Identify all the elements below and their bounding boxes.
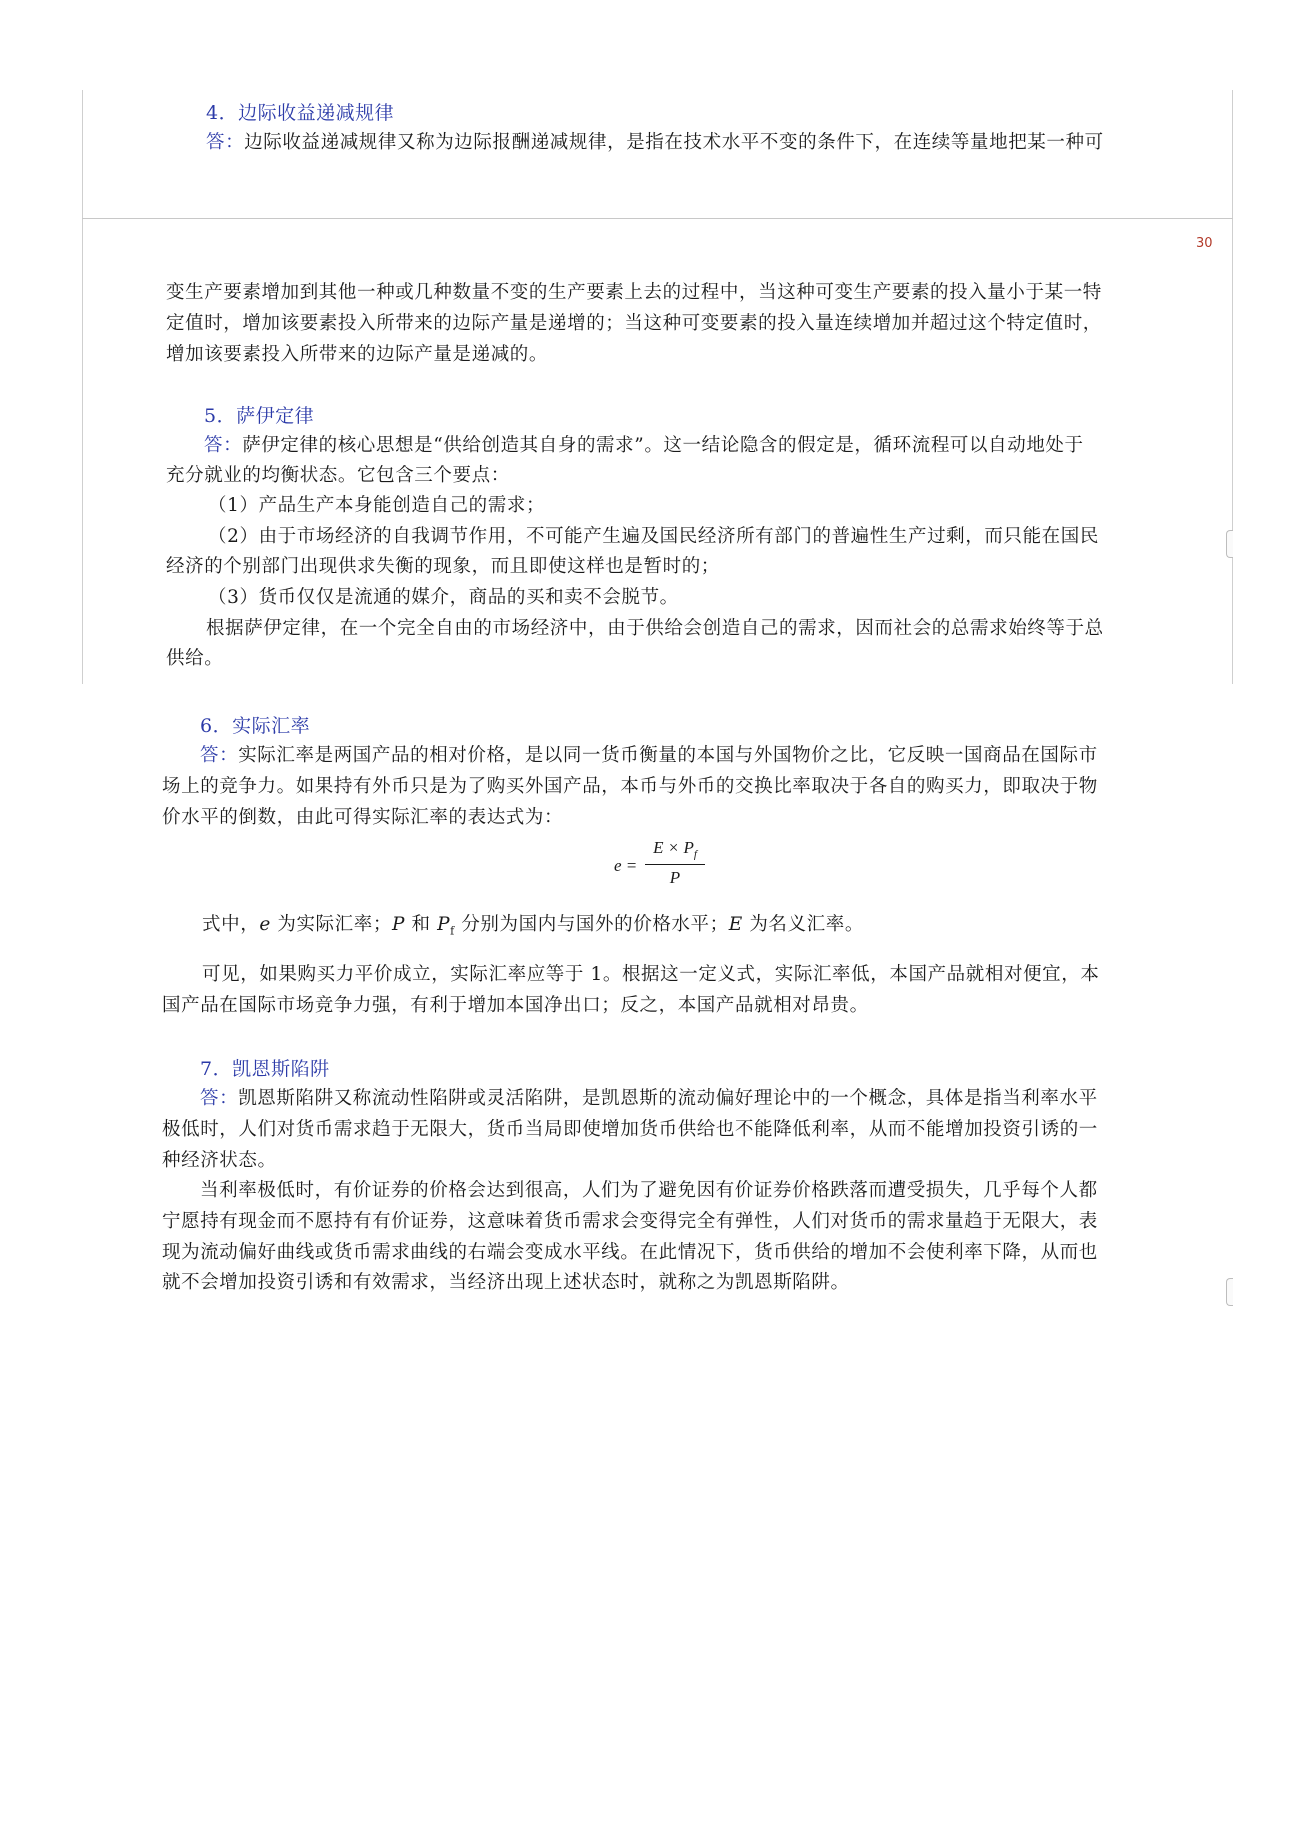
section-4-line-3: 定值时，增加该要素投入所带来的边际产量是递增的；当这种可变要素的投入量连续增加并超过这个特定值时， <box>166 313 1102 334</box>
section-5-line-7: 根据萨伊定律，在一个完全自由的市场经济中，由于供给会创造自己的需求，因而社会的总需求始终等于总 <box>206 618 1104 639</box>
section-5-line-3: （1）产品生产本身能创造自己的需求； <box>208 495 546 516</box>
section-5-line-4: （2）由于市场经济的自我调节作用，不可能产生遍及国民经济所有部门的普遍性生产过剩，而只能在国民 <box>208 526 1099 547</box>
page-right-border-top <box>1232 90 1233 218</box>
page-right-border <box>1232 219 1233 684</box>
section-6-line-1: 答：实际汇率是两国产品的相对价格，是以同一货币衡量的本国与外国物价之比，它反映一国商品在国际市 <box>200 745 1098 766</box>
section-6-line-2: 场上的竞争力。如果持有外币只是为了购买外国产品，本币与外币的交换比率取决于各自的购买力，即取决于物 <box>162 776 1098 797</box>
section-7-line-1: 答：凯恩斯陷阱又称流动性陷阱或灵活陷阱，是凯恩斯的流动偏好理论中的一个概念，具体是指当利率水平 <box>200 1088 1098 1109</box>
page-left-border <box>82 219 83 684</box>
section-4-title: 4．边际收益递减规律 <box>206 102 395 124</box>
section-7-line-6: 现为流动偏好曲线或货币需求曲线的右端会变成水平线。在此情况下，货币供给的增加不会使利率下降，从而也 <box>162 1242 1098 1263</box>
section-5-line-1: 答：萨伊定律的核心思想是“供给创造其自身的需求”。这一结论隐含的假定是，循环流程可以自动地处于 <box>204 435 1084 456</box>
section-5-title: 5．萨伊定律 <box>204 405 315 427</box>
formula-fraction-bar <box>645 864 705 865</box>
answer-label: 答： <box>206 132 245 153</box>
scroll-handle-lower[interactable] <box>1226 1278 1233 1306</box>
answer-label: 答： <box>200 745 239 766</box>
answer-label: 答： <box>200 1088 239 1109</box>
section-6-title: 6．实际汇率 <box>200 715 311 737</box>
page-left-border-top <box>82 90 83 218</box>
section-6-line-3: 价水平的倒数，由此可得实际汇率的表达式为： <box>162 807 564 828</box>
section-4-line-2: 变生产要素增加到其他一种或几种数量不变的生产要素上去的过程中，当这种可变生产要素的投入量小于某一特 <box>166 282 1102 303</box>
formula-lhs: e = <box>614 856 638 875</box>
section-7-title: 7．凯恩斯陷阱 <box>200 1058 330 1080</box>
section-4-line-1: 答：边际收益递减规律又称为边际报酬递减规律，是指在技术水平不变的条件下，在连续等量地把某一种可 <box>206 132 1104 153</box>
section-5-line-6: （3）货币仅仅是流通的媒介，商品的买和卖不会脱节。 <box>208 587 679 608</box>
section-7-line-5: 宁愿持有现金而不愿持有有价证券，这意味着货币需求会变得完全有弹性，人们对货币的需求量趋于无限大，表 <box>162 1211 1098 1232</box>
section-5-line-2: 充分就业的均衡状态。它包含三个要点： <box>166 465 510 486</box>
formula-denominator: P <box>669 868 681 887</box>
section-5-line-5: 经济的个别部门出现供求失衡的现象，而且即使这样也是暂时的； <box>166 556 720 577</box>
section-7-line-3: 种经济状态。 <box>162 1150 277 1171</box>
formula-where-clause: 式中，e 为实际汇率；P 和 $P_f$ 分别为国内与国外的价格水平；E 为名义汇率。 <box>202 914 864 938</box>
section-7-line-7: 就不会增加投资引诱和有效需求，当经济出现上述状态时，就称之为凯恩斯陷阱。 <box>162 1272 850 1293</box>
section-7-line-2: 极低时，人们对货币需求趋于无限大，货币当局即使增加货币供给也不能降低利率，从而不能增加投资引诱的一 <box>162 1119 1098 1140</box>
answer-label: 答： <box>204 435 243 456</box>
page-break-divider <box>82 218 1233 219</box>
section-5-line-8: 供给。 <box>166 648 224 669</box>
formula-numerator: $E \times P_f$ <box>653 838 697 861</box>
page-number: 30 <box>1196 236 1213 251</box>
section-7-line-4: 当利率极低时，有价证券的价格会达到很高，人们为了避免因有价证券价格跌落而遭受损失，几乎每个人都 <box>200 1180 1098 1201</box>
scroll-handle-upper[interactable] <box>1226 530 1233 558</box>
section-6-conclusion-2: 国产品在国际市场竞争力强，有利于增加本国净出口；反之，本国产品就相对昂贵。 <box>162 995 869 1016</box>
section-6-conclusion-1: 可见，如果购买力平价成立，实际汇率应等于 1。根据这一定义式，实际汇率低，本国产品就相对便宜，本 <box>202 964 1100 985</box>
section-4-line-4: 增加该要素投入所带来的边际产量是递减的。 <box>166 344 549 365</box>
